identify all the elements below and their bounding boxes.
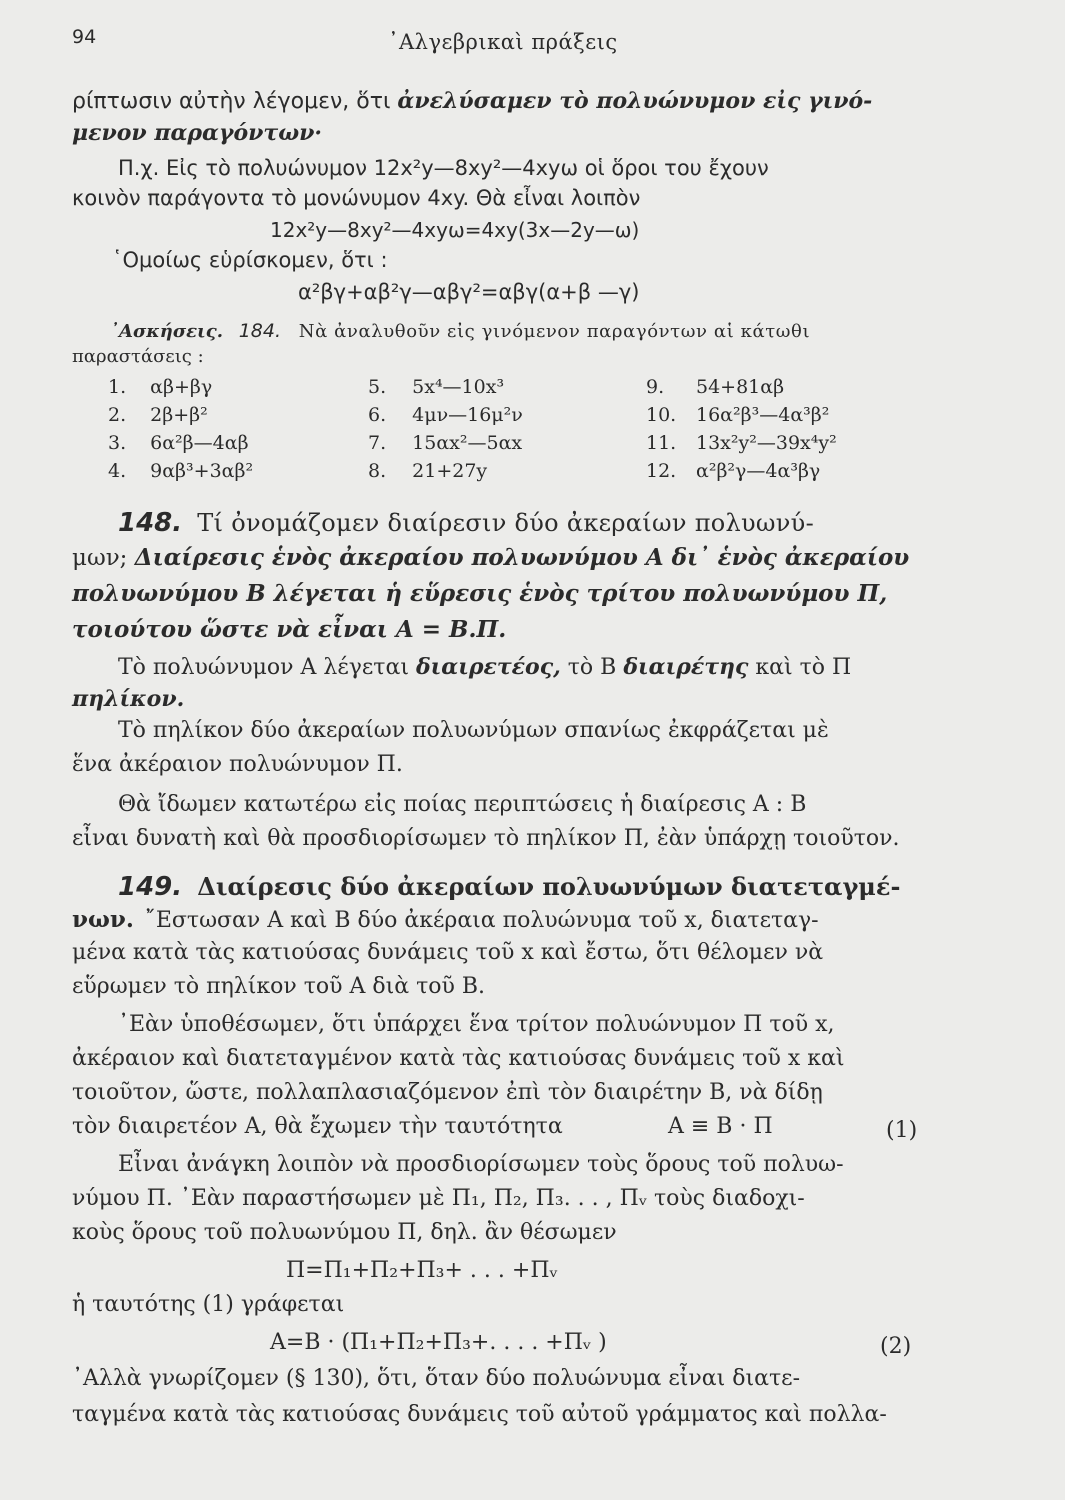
exercise-expression: αβ+βγ — [150, 376, 213, 398]
exercise-item — [368, 432, 522, 454]
exercise-number: 3. — [108, 432, 127, 454]
page-number: 94 — [72, 26, 97, 48]
exercise-expression: 13x²y²—39x⁴y² — [696, 432, 837, 454]
definition-line-2: πολυωνύμου Β λέγεται ἡ εὕρεσις ἑνὸς τρίτου πολυωνύμου Π, — [72, 580, 888, 607]
intro-line-5: ῾Ομοίως εὑρίσκομεν, ὅτι : — [112, 248, 388, 272]
definition-text: Διαίρεσις ἑνὸς ἀκεραίου πολυωνύμου Α δι᾽ ἑνὸς ἀκεραίου — [134, 544, 910, 571]
paragraph-149-line: ἀκέραιον καὶ διατεταγμένον κατὰ τὰς κατιούσας δυνάμεις τοῦ x καὶ — [72, 1046, 845, 1071]
exercise-item — [108, 404, 208, 426]
text: τὸ Β — [560, 655, 624, 680]
term-quotient: πηλίκον. — [72, 686, 185, 712]
exercise-item — [646, 376, 784, 398]
formula-1: 12x²y—8xy²—4xyω=4xy(3x—2y—ω) — [270, 218, 640, 242]
section-title: Διαίρεσις δύο ἀκεραίων πολυωνύμων διατεταγμέ- — [197, 872, 901, 901]
section-149-line-2 — [72, 906, 819, 933]
section-149-heading — [118, 872, 900, 902]
paragraph-149-line: τοιοῦτον, ὥστε, πολλαπλασιαζόμενον ἐπὶ τὸν διαιρέτην Β, νὰ δίδῃ — [72, 1080, 823, 1105]
paragraph-149-line: ταγμένα κατὰ τὰς κατιούσας δυνάμεις τοῦ αὐτοῦ γράμματος καὶ πολλα- — [72, 1402, 887, 1427]
exercise-number: 2. — [108, 404, 127, 426]
intro-line-3: Π.χ. Εἰς τὸ πολυώνυμον 12x²y—8xy²—4xyω οἱ ὅροι του ἔχουν — [118, 156, 769, 180]
exercise-item — [646, 404, 829, 426]
exercise-number: 12. — [646, 460, 677, 482]
equation-1-tag: (1) — [886, 1118, 918, 1143]
intro-line-1 — [72, 88, 872, 114]
term-dividend: διαιρετέος, — [415, 654, 561, 680]
paragraph-149-line: Εἶναι ἀνάγκη λοιπὸν νὰ προσδιορίσωμεν τοὺς ὅρους τοῦ πολυω- — [118, 1152, 844, 1177]
exercise-item — [108, 376, 212, 398]
formula-3: Π=Π₁+Π₂+Π₃+ . . . +Πᵥ — [286, 1258, 558, 1283]
exercise-item — [368, 460, 487, 482]
exercise-expression: 54+81αβ — [696, 376, 785, 398]
paragraph-148-2b: ἕνα ἀκέραιον πολυώνυμον Π. — [72, 752, 403, 777]
paragraph-148-3: Θὰ ἴδωμεν κατωτέρω εἰς ποίας περιπτώσεις ἡ διαίρεσις Α : Β — [118, 792, 807, 817]
exercises-label: ᾿Ασκήσεις. — [110, 321, 223, 342]
exercise-number: 11. — [646, 432, 677, 454]
exercises-heading — [110, 320, 810, 342]
exercise-number: 8. — [368, 460, 387, 482]
exercise-item — [108, 432, 249, 454]
exercise-number: 4. — [108, 460, 127, 482]
equation-1: Α ≡ Β · Π — [668, 1114, 773, 1139]
running-title: ᾿Αλγεβρικαὶ πράξεις — [388, 30, 618, 54]
paragraph-148-3b: εἶναι δυνατὴ καὶ θὰ προσδιορίσωμεν τὸ πηλίκον Π, ἐὰν ὑπάρχῃ τοιοῦτον. — [72, 826, 900, 851]
intro-emphasis: ἀνελύσαμεν τὸ πολυώνυμον εἰς γινό- — [397, 88, 873, 114]
paragraph-149-line: μένα κατὰ τὰς κατιούσας δυνάμεις τοῦ x καὶ ἔστω, ὅτι θέλομεν νὰ — [72, 940, 824, 965]
section-question-end: μων; — [72, 545, 135, 571]
equation-2-tag: (2) — [880, 1334, 912, 1359]
exercise-item — [646, 460, 820, 482]
exercises-number: 184. — [238, 320, 282, 342]
definition-line-3: τοιούτου ὥστε νὰ εἶναι Α = Β.Π. — [72, 616, 507, 643]
exercise-item — [368, 376, 504, 398]
formula-4: Α=Β · (Π₁+Π₂+Π₃+. . . . +Πᵥ ) — [270, 1330, 607, 1355]
exercise-expression: 9αβ³+3αβ² — [150, 460, 254, 482]
section-148-line-2 — [72, 544, 909, 571]
text: Τὸ πολυώνυμον Α λέγεται — [118, 655, 416, 680]
exercise-number: 6. — [368, 404, 387, 426]
paragraph-148-2: Τὸ πηλίκον δύο ἀκεραίων πολυωνύμων σπανίως ἐκφράζεται μὲ — [118, 718, 829, 743]
paragraph-149-line: ᾿Αλλὰ γνωρίζομεν (§ 130), ὅτι, ὅταν δύο πολυώνυμα εἶναι διατε- — [72, 1366, 800, 1391]
exercise-item — [368, 404, 523, 426]
paragraph-149-line: ᾿Εὰν ὑποθέσωμεν, ὅτι ὑπάρχει ἕνα τρίτον πολυώνυμον Π τοῦ x, — [118, 1012, 835, 1037]
intro-line-2: μενον παραγόντων· — [72, 120, 323, 146]
paragraph-149-line: κοὺς ὅρους τοῦ πολυωνύμου Π, δηλ. ἂν θέσωμεν — [72, 1220, 617, 1245]
section-number: 148. — [118, 508, 183, 538]
exercise-number: 1. — [108, 376, 127, 398]
exercise-expression: 15αx²—5αx — [412, 432, 523, 454]
exercise-number: 9. — [646, 376, 665, 398]
exercise-item — [108, 460, 253, 482]
exercise-expression: 4μν—16μ²ν — [412, 404, 523, 426]
exercise-number: 7. — [368, 432, 387, 454]
exercise-expression: 16α²β³—4α³β² — [696, 404, 830, 426]
section-number: 149. — [118, 872, 183, 902]
section-question: Τί ὀνομάζομεν διαίρεσιν δύο ἀκεραίων πολυωνύ- — [197, 509, 814, 537]
exercise-expression: 6α²β—4αβ — [150, 432, 249, 454]
exercise-expression: 2β+β² — [150, 404, 208, 426]
paragraph-148-1 — [118, 654, 851, 680]
exercises-text-2: παραστάσεις : — [72, 346, 204, 367]
text: καὶ τὸ Π — [748, 655, 852, 680]
exercise-expression: α²β²γ—4α³βγ — [696, 460, 821, 482]
exercise-expression: 21+27y — [412, 460, 488, 482]
exercise-number: 5. — [368, 376, 387, 398]
intro-text: ρίπτωσιν αὐτὴν λέγομεν, ὅτι — [72, 89, 398, 114]
paragraph-149-line: εὕρωμεν τὸ πηλίκον τοῦ Α διὰ τοῦ Β. — [72, 974, 486, 999]
section-148-heading — [118, 508, 814, 538]
paragraph-149-line: ἡ ταυτότης (1) γράφεται — [72, 1292, 345, 1317]
formula-2: α²βγ+αβ²γ—αβγ²=αβγ(α+β —γ) — [298, 280, 640, 304]
section-title-end: νων. — [72, 906, 134, 933]
exercise-number: 10. — [646, 404, 677, 426]
text: ῎Εστωσαν Α καὶ Β δύο ἀκέραια πολυώνυμα τοῦ x, διατεταγ- — [144, 908, 819, 933]
term-divisor: διαιρέτης — [623, 654, 749, 680]
intro-line-4: κοινὸν παράγοντα τὸ μονώνυμον 4xy. Θὰ εἶναι λοιπὸν — [72, 186, 641, 210]
exercise-item — [646, 432, 837, 454]
paragraph-149-line: τὸν διαιρετέον Α, θὰ ἔχωμεν τὴν ταυτότητα — [72, 1114, 563, 1139]
exercises-text: Νὰ ἀναλυθοῦν εἰς γινόμενον παραγόντων αἱ κάτωθι — [298, 321, 811, 342]
paragraph-149-line: νύμου Π. ᾿Εὰν παραστήσωμεν μὲ Π₁, Π₂, Π₃. . . , Πᵥ τοὺς διαδοχι- — [72, 1186, 805, 1211]
exercise-expression: 5x⁴—10x³ — [412, 376, 505, 398]
